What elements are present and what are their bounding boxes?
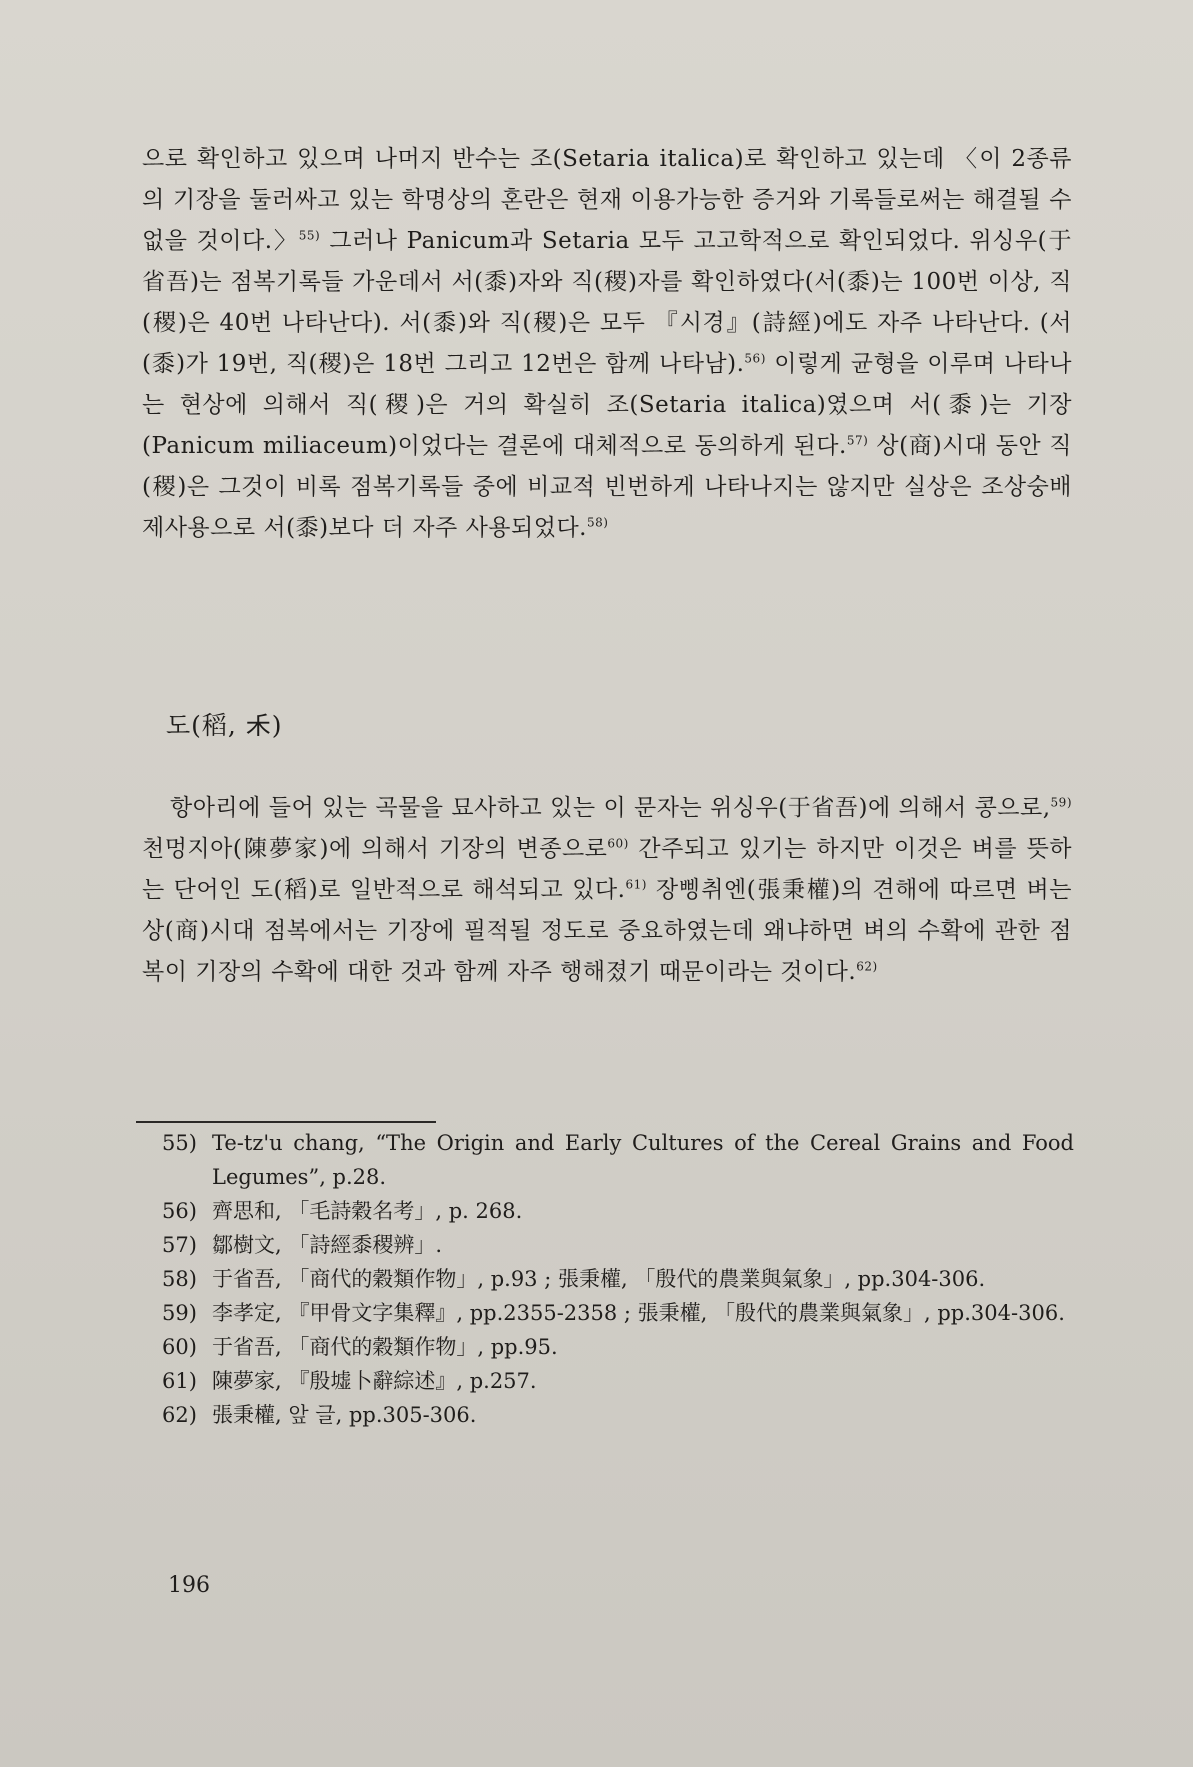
page-number: 196 [168, 1573, 210, 1598]
footnote-ref[interactable]: 55) [298, 228, 321, 243]
footnote-ref[interactable]: 62) [856, 959, 878, 974]
footnote-item [162, 1364, 1074, 1398]
footnote-text: 于省吾, 「商代的穀類作物」, p.93 ; 張秉權, 「殷代的農業與氣象」, pp.304-306. [212, 1267, 986, 1291]
footnote-text: Te-tz'u chang, “The Origin and Early Cultures of the Cereal Grains and Food Legumes”, p.28. [212, 1131, 1074, 1189]
footnote-text: 鄒樹文, 「詩經黍稷辨」. [212, 1233, 443, 1257]
section-heading: 도(稻, 𥝌) [166, 711, 283, 740]
footnote-ref[interactable]: 56) [744, 351, 766, 366]
paragraph-text: 장삥취엔(張秉權)의 견해에 따르면 벼는 상(商)시대 점복에서는 기장에 필적될 정도로 중요하였는데 왜냐하면 벼의 수확에 관한 점복이 기장의 수확에 대한 것과 함께 자주 행해졌기 때문이라는 것이다. [142, 877, 1072, 985]
paragraph-text: 이렇게 균형을 이루며 나타나는 현상에 의해서 직(稷)은 거의 확실히 조(Setaria italica)였으며 서(黍)는 기장(Panicum miliaceum)이었다는 결론에 대체적으로 동의하게 된다. [142, 351, 1072, 459]
footnote-text: 于省吾, 「商代的穀類作物」, pp.95. [212, 1335, 558, 1359]
paragraph-text: 간주되고 있기는 하지만 이것은 벼를 뜻하는 단어인 도(稻)로 일반적으로 해석되고 있다. [142, 836, 1072, 903]
footnote-ref[interactable]: 58) [587, 515, 609, 530]
footnote-ref[interactable]: 57) [846, 433, 869, 448]
footnote-number: 58) [162, 1267, 197, 1291]
footnote-item [162, 1330, 1074, 1364]
footnote-text: 齊思和, 「毛詩穀名考」, p. 268. [212, 1199, 523, 1223]
paragraph-text: 그러나 Panicum과 Setaria 모두 고고학적으로 확인되었다. 위싱우(于省吾)는 점복기록들 가운데서 서(黍)자와 직(稷)자를 확인하였다(서(黍)는 100번 이상, 직(稷)은 40번 나타난다). 서(黍)와 직(稷)은 모두 『시경』(詩經)에도 자주 나타난다. (서(黍)가 19번, 직(稷)은 18번 그리고 12번은 함께 나타남). [142, 228, 1072, 377]
footnote-number: 55) [162, 1131, 197, 1155]
footnote-ref[interactable]: 60) [607, 836, 629, 851]
footnote-number: 60) [162, 1335, 197, 1359]
footnote-item [162, 1194, 1074, 1228]
footnote-item [162, 1228, 1074, 1262]
footnote-number: 57) [162, 1233, 197, 1257]
paragraph-text: 상(商)시대 동안 직(稷)은 그것이 비록 점복기록들 중에 비교적 빈번하게 나타나지는 않지만 실상은 조상숭배 제사용으로 서(黍)보다 더 자주 사용되었다. [142, 433, 1072, 541]
footnote-item [162, 1262, 1074, 1296]
footnote-item [162, 1126, 1074, 1194]
paragraph-text: 으로 확인하고 있으며 나머지 반수는 조(Setaria italica)로 확인하고 있는데 〈이 2종류의 기장을 둘러싸고 있는 학명상의 혼란은 현재 이용가능한 증거와 기록들로써는 해결될 수 없을 것이다.〉 [142, 146, 1072, 254]
footnote-number: 56) [162, 1199, 197, 1223]
footnote-number: 62) [162, 1403, 197, 1427]
body-paragraph-1 [142, 139, 1072, 549]
body-paragraph-2 [142, 788, 1072, 993]
footnote-divider [136, 1121, 436, 1123]
footnote-ref[interactable]: 61) [625, 877, 647, 892]
footnote-number: 61) [162, 1369, 197, 1393]
paragraph-text: 항아리에 들어 있는 곡물을 묘사하고 있는 이 문자는 위싱우(于省吾)에 의해서 콩으로, [170, 795, 1051, 821]
paragraph-text: 천멍지아(陳夢家)에 의해서 기장의 변종으로 [142, 836, 608, 862]
footnotes [162, 1126, 1074, 1432]
footnote-text: 李孝定, 『甲骨文字集釋』, pp.2355-2358 ; 張秉權, 「殷代的農業與氣象」, pp.304-306. [212, 1301, 1065, 1325]
footnote-text: 陳夢家, 『殷墟卜辭綜述』, p.257. [212, 1369, 537, 1393]
footnote-item [162, 1398, 1074, 1432]
footnote-item [162, 1296, 1074, 1330]
footnote-text: 張秉權, 앞 글, pp.305-306. [212, 1403, 477, 1427]
footnote-number: 59) [162, 1301, 197, 1325]
footnote-ref[interactable]: 59) [1050, 795, 1072, 810]
